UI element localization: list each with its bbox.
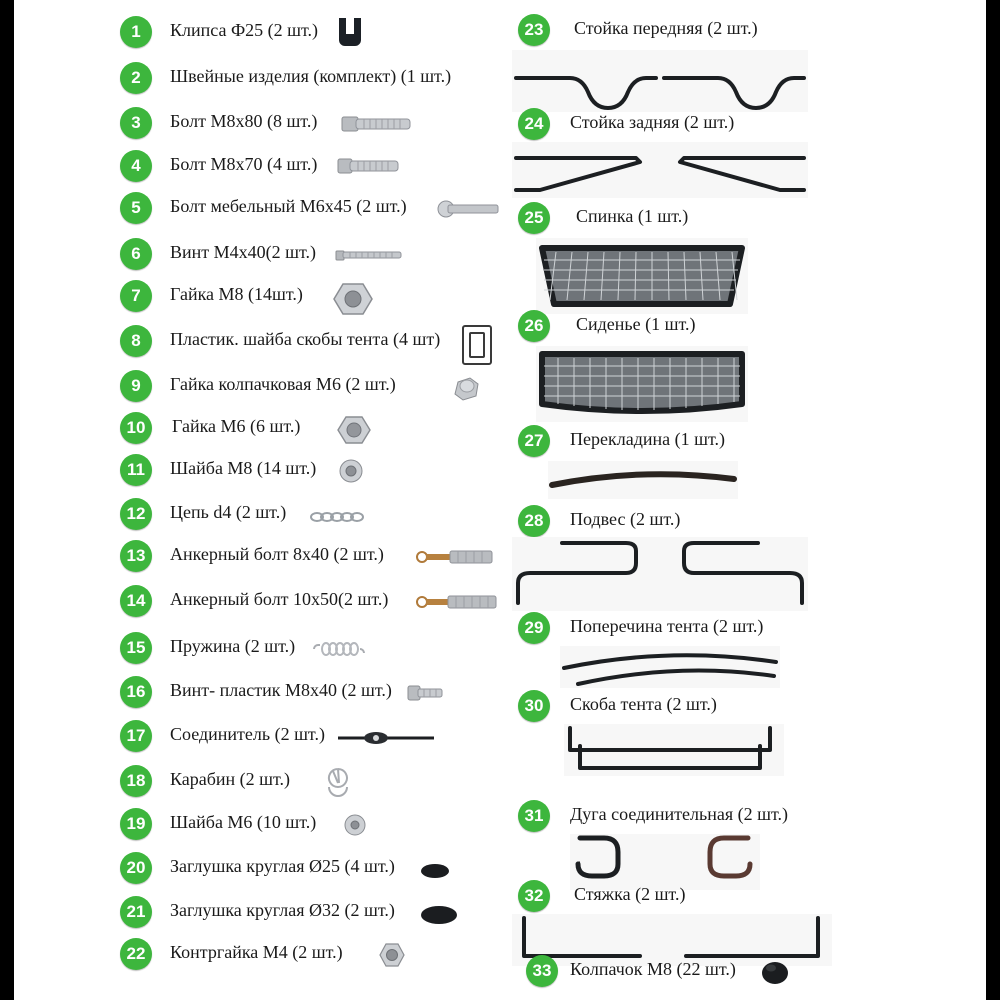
item-label: Стяжка (2 шт.) <box>574 884 686 904</box>
item-label: Спинка (1 шт.) <box>576 206 689 226</box>
item-label: Стойка передняя (2 шт.) <box>574 18 758 38</box>
item-label: Винт- пластик M8x40 (2 шт.) <box>170 680 392 700</box>
item-number: 27 <box>518 425 550 457</box>
item-number: 9 <box>120 370 152 402</box>
item-number: 8 <box>120 325 152 357</box>
item-label: Шайба M8 (14 шт.) <box>170 458 317 478</box>
item-label: Пластик. шайба скобы тента (4 шт) <box>170 329 441 349</box>
item-number: 23 <box>518 14 550 46</box>
plastic-screw-icon <box>408 684 444 702</box>
screw-icon <box>336 248 406 262</box>
connector-icon <box>338 730 434 746</box>
item-label: Скоба тента (2 шт.) <box>570 694 717 714</box>
seat-photo <box>536 346 748 422</box>
item-number: 28 <box>518 505 550 537</box>
clip-icon <box>336 16 364 48</box>
item-number: 19 <box>120 808 152 840</box>
item-label: Шайба M6 (10 шт.) <box>170 812 317 832</box>
item-number: 31 <box>518 800 550 832</box>
awning-bracket-photo <box>564 724 784 776</box>
right-border-bar <box>986 0 1000 1000</box>
item-label: Пружина (2 шт.) <box>170 636 296 656</box>
plastic-washer-icon <box>462 325 492 365</box>
crossbar-photo <box>548 461 738 499</box>
item-number: 12 <box>120 498 152 530</box>
lock-nut-icon <box>378 942 406 968</box>
item-number: 14 <box>120 585 152 617</box>
item-number: 26 <box>518 310 550 342</box>
item-number: 17 <box>120 720 152 752</box>
round-plug-icon <box>420 904 458 926</box>
item-label: Контргайка M4 (2 шт.) <box>170 942 343 962</box>
item-number: 33 <box>526 955 558 987</box>
item-label: Колпачок M8 (22 шт.) <box>570 959 736 979</box>
item-label: Стойка задняя (2 шт.) <box>570 112 735 132</box>
item-label: Дуга соединительная (2 шт.) <box>570 804 788 824</box>
item-label: Перекладина (1 шт.) <box>570 429 725 449</box>
item-number: 15 <box>120 632 152 664</box>
cap-nut-icon <box>450 374 480 404</box>
item-number: 16 <box>120 676 152 708</box>
item-number: 7 <box>120 280 152 312</box>
item-number: 22 <box>120 938 152 970</box>
washer-icon <box>338 459 364 483</box>
awning-crossbar-photo <box>560 646 780 688</box>
item-label: Винт M4x40(2 шт.) <box>170 242 317 262</box>
item-label: Сиденье (1 шт.) <box>576 314 696 334</box>
item-number: 10 <box>120 412 152 444</box>
cap-photo <box>760 959 790 985</box>
item-number: 11 <box>120 454 152 486</box>
anchor-bolt-icon <box>416 594 500 610</box>
item-number: 29 <box>518 612 550 644</box>
furniture-bolt-icon <box>438 200 500 218</box>
anchor-bolt-icon <box>416 549 496 565</box>
item-label: Гайка M8 (14шт.) <box>170 284 303 304</box>
front-post-photo <box>512 50 808 112</box>
item-label: Поперечина тента (2 шт.) <box>570 616 764 636</box>
item-label: Швейные изделия (комплект) (1 шт.) <box>170 66 452 86</box>
item-number: 30 <box>518 690 550 722</box>
item-number: 5 <box>120 192 152 224</box>
bolt-icon <box>338 155 400 177</box>
item-label: Заглушка круглая Ø25 (4 шт.) <box>170 856 395 876</box>
rear-post-photo <box>512 142 808 198</box>
item-label: Цепь d4 (2 шт.) <box>170 502 287 522</box>
item-number: 18 <box>120 765 152 797</box>
item-number: 4 <box>120 150 152 182</box>
chain-icon <box>310 510 366 524</box>
item-number: 3 <box>120 107 152 139</box>
item-label: Болт M8x70 (4 шт.) <box>170 154 318 174</box>
nut-icon <box>332 280 374 318</box>
item-number: 2 <box>120 62 152 94</box>
item-number: 24 <box>518 108 550 140</box>
left-border-bar <box>0 0 14 1000</box>
item-number: 20 <box>120 852 152 884</box>
item-label: Анкерный болт 8x40 (2 шт.) <box>170 544 384 564</box>
item-label: Заглушка круглая Ø32 (2 шт.) <box>170 900 395 920</box>
item-label: Соединитель (2 шт.) <box>170 724 325 744</box>
item-label: Гайка M6 (6 шт.) <box>172 416 301 436</box>
item-number: 32 <box>518 880 550 912</box>
item-label: Клипса Ф25 (2 шт.) <box>170 20 319 40</box>
item-number: 6 <box>120 238 152 270</box>
item-label: Карабин (2 шт.) <box>170 769 291 789</box>
item-label: Анкерный болт 10x50(2 шт.) <box>170 589 389 609</box>
spring-icon <box>312 640 368 658</box>
connecting-arc-photo <box>570 834 760 890</box>
item-number: 1 <box>120 16 152 48</box>
item-label: Болт M8x80 (8 шт.) <box>170 111 318 131</box>
item-label: Гайка колпачковая M6 (2 шт.) <box>170 374 396 394</box>
item-number: 13 <box>120 540 152 572</box>
round-plug-icon <box>420 862 450 880</box>
carabiner-icon <box>324 765 352 805</box>
bolt-icon <box>342 113 412 135</box>
item-label: Болт мебельный M6x45 (2 шт.) <box>170 196 407 216</box>
backrest-photo <box>536 238 748 314</box>
washer-icon <box>344 814 366 836</box>
item-number: 21 <box>120 896 152 928</box>
hex-nut-icon <box>336 414 372 446</box>
suspension-photo <box>512 537 808 611</box>
item-label: Подвес (2 шт.) <box>570 509 681 529</box>
item-number: 25 <box>518 202 550 234</box>
